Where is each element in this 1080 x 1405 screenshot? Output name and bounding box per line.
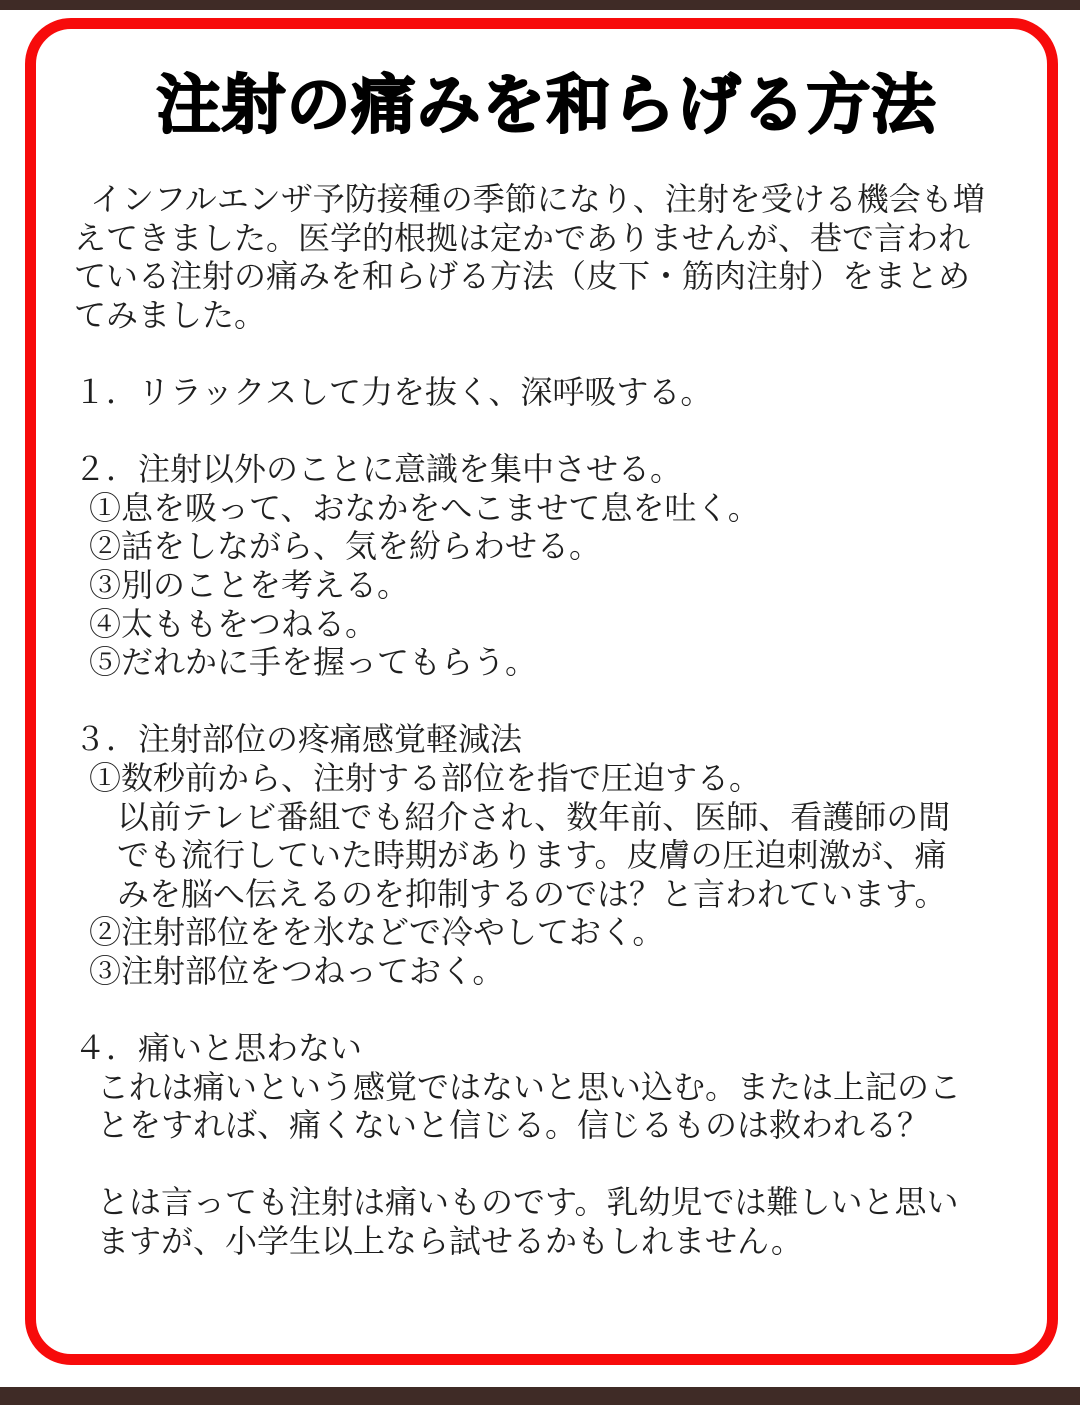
section: [74, 720, 1019, 990]
section-item-line: ②話をしながら、気を紛らわせる。: [89, 528, 602, 565]
section: [74, 1029, 1019, 1145]
section-heading: １．リラックスして力を抜く、深呼吸する。: [74, 373, 713, 410]
section-item-line: これは痛いという感覚ではないと思い込む。または上記のこ: [97, 1068, 962, 1105]
sections-block: [74, 373, 1019, 1145]
poster-body: [74, 180, 1019, 1261]
closing-paragraph: [74, 1183, 1019, 1260]
intro-line: インフルエンザ予防接種の季節になり、注射を受ける機会も増: [74, 181, 985, 217]
section-item-line: ②注射部位をを氷などで冷やしておく。: [89, 914, 665, 951]
intro-line: てみました。: [74, 296, 267, 333]
section-heading: ３．注射部位の疼痛感覚軽減法: [74, 721, 523, 758]
section-item-line: 以前テレビ番組でも紹介され、数年前、医師、看護師の間: [117, 798, 951, 835]
section-item-line: ①数秒前から、注射する部位を指で圧迫する。: [89, 759, 762, 796]
section: [74, 373, 1019, 412]
closing-line: とは言っても注射は痛いものです。乳幼児では難しいと思い: [97, 1184, 959, 1221]
section-item-line: みを脳へ伝えるのを抑制するのでは？と言われています。: [117, 875, 947, 912]
section-heading: ４．痛いと思わない: [74, 1030, 363, 1067]
section: [74, 450, 1019, 682]
section-item-line: ①息を吸って、おなかをへこませて息を吐く。: [89, 489, 760, 526]
section-item-line: ③別のことを考える。: [89, 566, 410, 603]
intro-line: えてきました。医学的根拠は定かでありませんが、巷で言われ: [74, 219, 971, 256]
page-edge-bar-top: [0, 0, 1080, 10]
poster-card: [25, 18, 1058, 1365]
section-item-line: ④太ももをつねる。: [89, 605, 378, 642]
section-item-line: ③注射部位をつねっておく。: [89, 952, 505, 989]
intro-line: ている注射の痛みを和らげる方法（皮下・筋肉注射）をまとめ: [74, 258, 971, 295]
section-item-line: とをすれば、痛くないと信じる。信じるものは救われる？: [97, 1107, 930, 1144]
closing-line: ますが、小学生以上なら試せるかもしれません。: [97, 1223, 803, 1260]
section-item-line: ⑤だれかに手を握ってもらう。: [89, 644, 538, 681]
intro-paragraph: [74, 180, 1019, 334]
poster-content: [74, 29, 1019, 1261]
poster-title: 注射の痛みを和らげる方法: [156, 69, 937, 141]
section-item-line: でも流行していた時期があります。皮膚の圧迫刺激が、痛: [117, 837, 947, 874]
section-heading: ２．注射以外のことに意識を集中させる。: [74, 451, 683, 488]
page-edge-bar-bottom: [0, 1387, 1080, 1405]
